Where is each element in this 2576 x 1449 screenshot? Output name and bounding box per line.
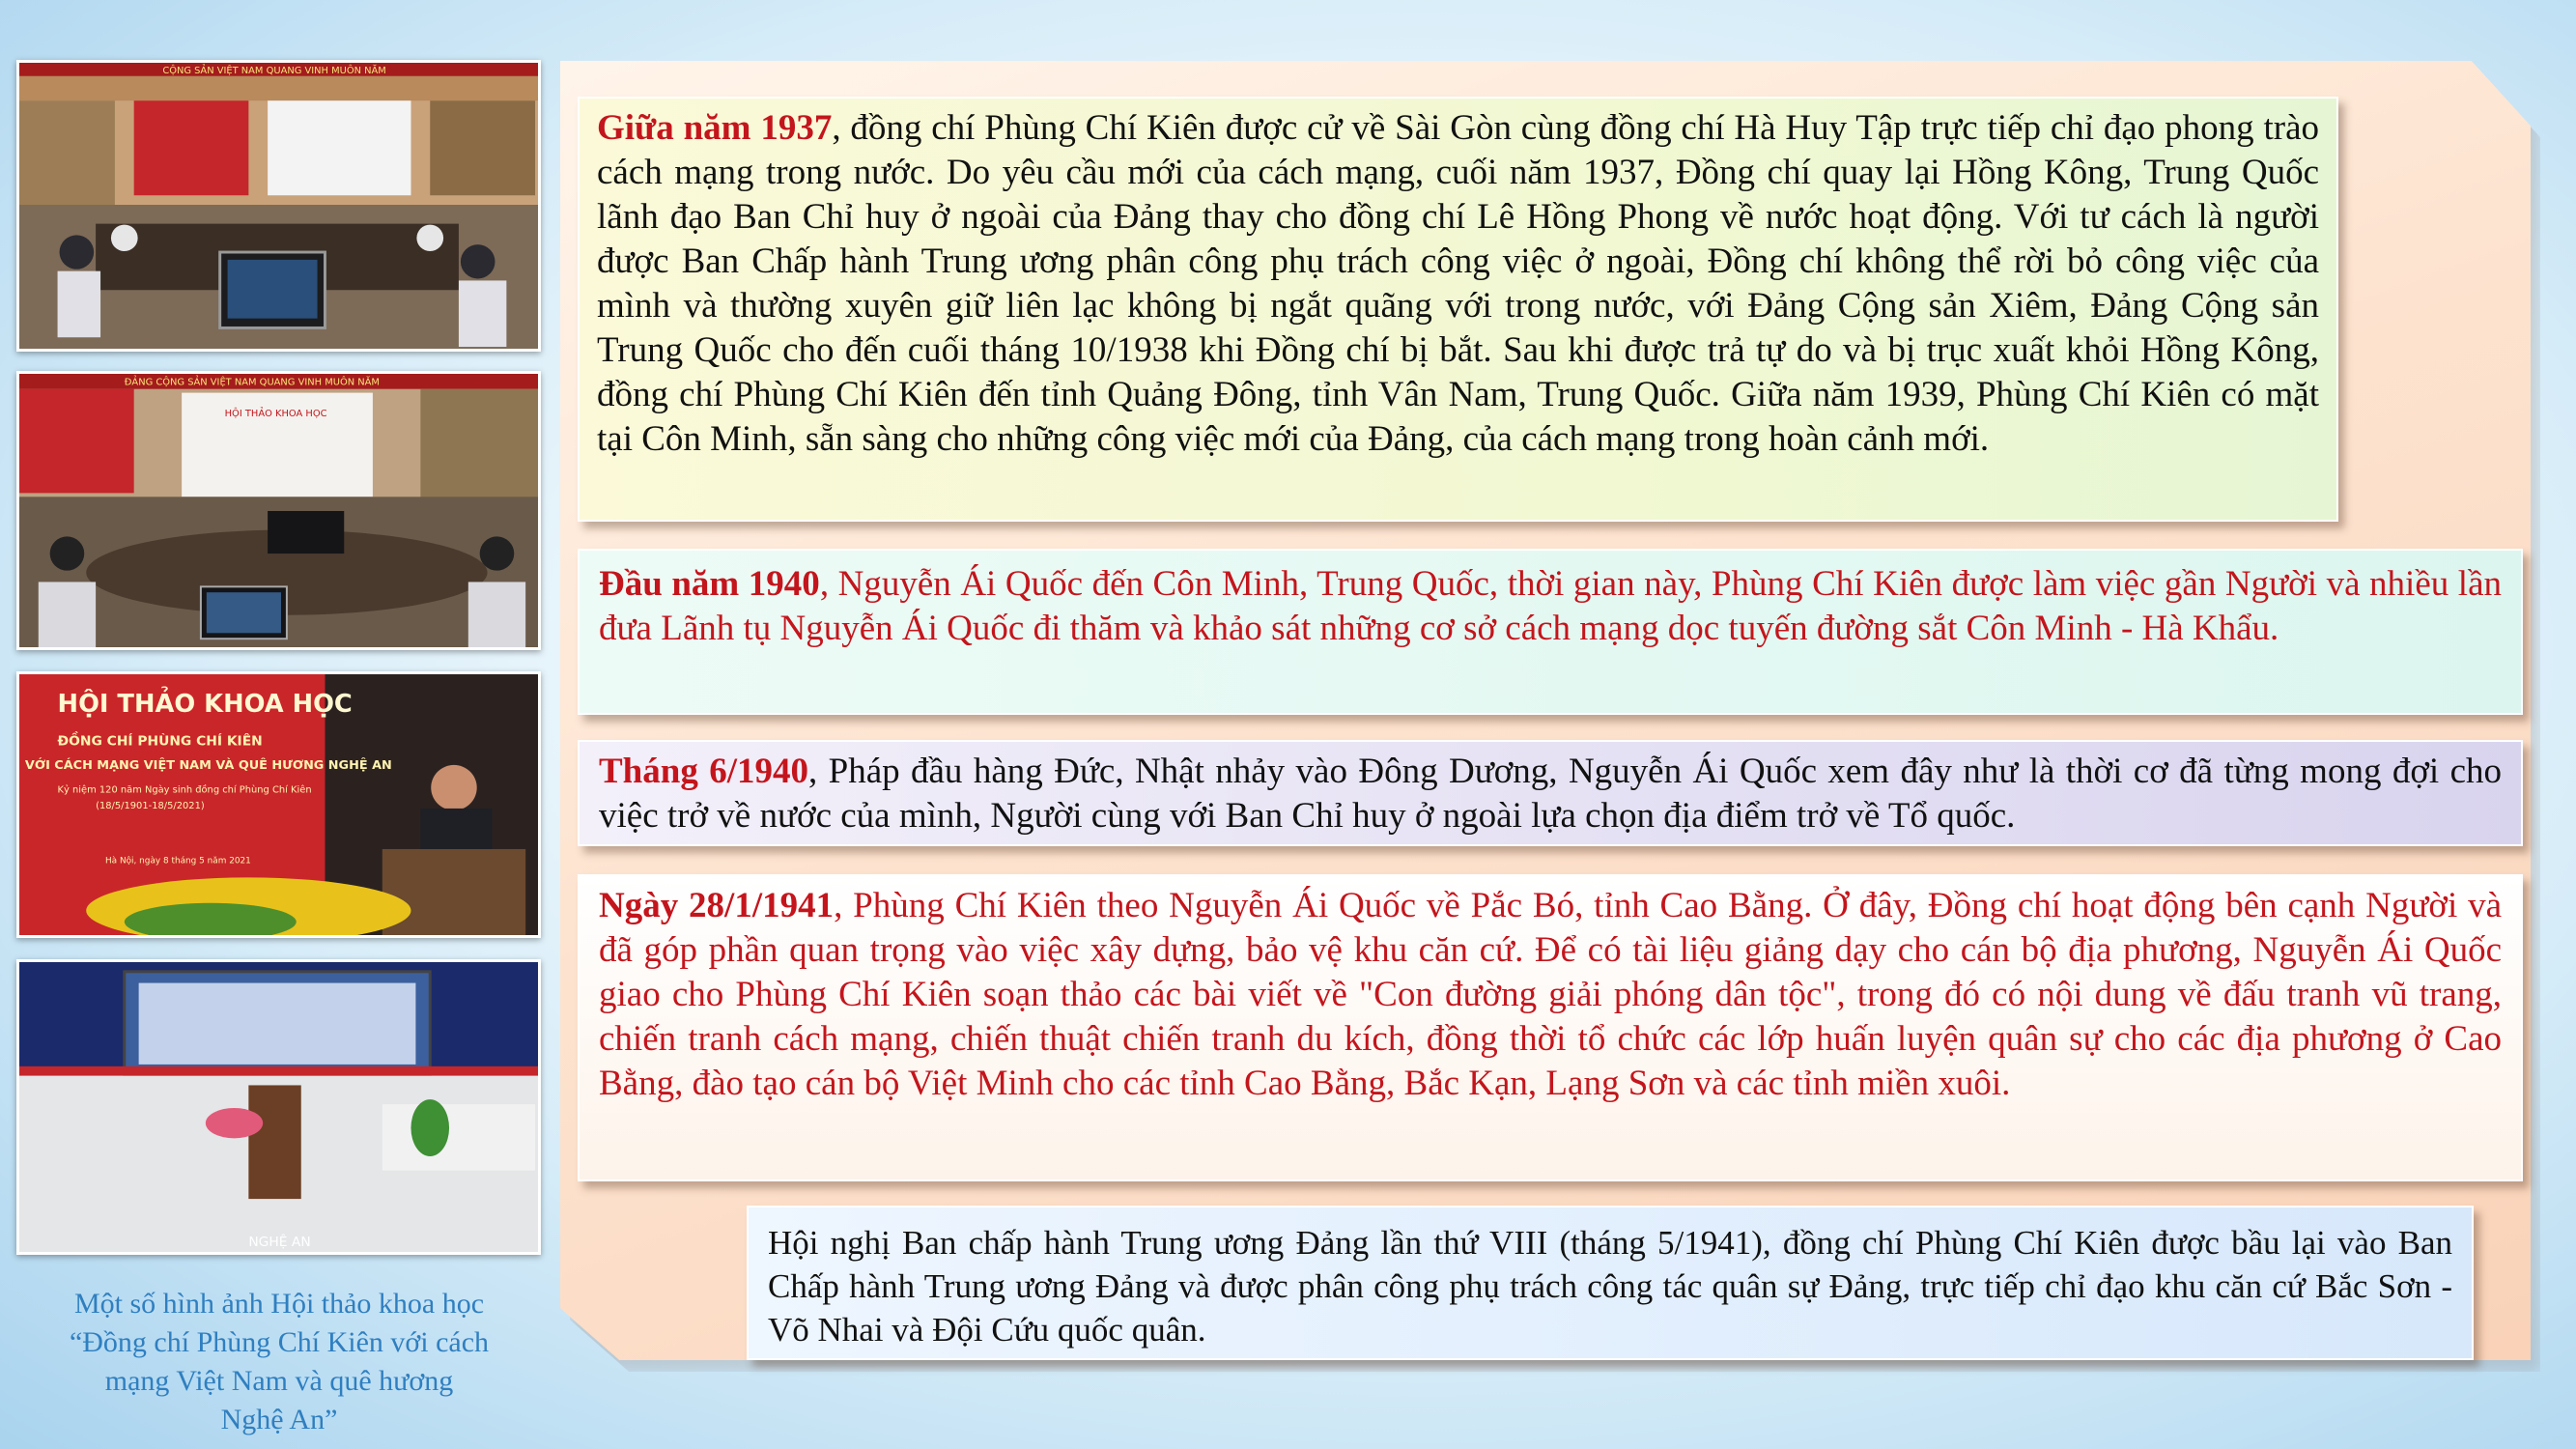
speaker-podium-photo (16, 671, 541, 938)
poster-heading: HỘI THẢO KHOA HỌC (57, 690, 353, 720)
section-1941-may (747, 1206, 2474, 1360)
section-heading: Giữa năm 1937 (597, 108, 833, 148)
watermark: NGHỆ AN (248, 1235, 311, 1251)
section-1937 (578, 97, 2338, 522)
conference-room-photo-1 (16, 60, 541, 352)
poster-subtitle: ĐỒNG CHÍ PHÙNG CHÍ KIÊN (57, 733, 263, 750)
section-1940-june (578, 740, 2523, 846)
poster-date: Hà Nội, ngày 8 tháng 5 năm 2021 (105, 856, 251, 867)
section-body: , đồng chí Phùng Chí Kiên được cử về Sài Gòn cùng đồng chí Hà Huy Tập trực tiếp chỉ đạo phong trào cách mạng trong nước. Do yêu cầu mới của cách mạng, cuối năm 1937, Đồng chí quay lại Hồng Kông, Trung Quốc lãnh đạo Ban Chỉ huy ở ngoài của Đảng thay cho đồng chí Lê Hồng Phong về nước hoạt động. Với tư cách là người được Ban Chấp hành Trung ương phân công phụ trách công việc ở ngoài, Đồng chí không thể rời bỏ công việc của mình và thường xuyên giữ liên lạc không bị ngắt quãng với trong nước, với Đảng Cộng sản Xiêm, Đảng Cộng sản Trung Quốc cho đến cuối tháng 10/1938 khi Đồng chí bị bắt. Sau khi được trả tự do và bị trục xuất khỏi Hồng Kông, đồng chí Phùng Chí Kiên đến tỉnh Quảng Đông, tỉnh Vân Nam, Trung Quốc. Giữa năm 1939, Phùng Chí Kiên có mặt tại Côn Minh, sẵn sàng cho những công việc mới của Đảng, của cách mạng trong hoàn cảnh mới. (597, 108, 2319, 459)
banner-text: ĐẢNG CỘNG SẢN VIỆT NAM QUANG VINH MUÔN NĂM (124, 377, 380, 388)
section-body: , Pháp đầu hàng Đức, Nhật nhảy vào Đông Dương, Nguyễn Ái Quốc xem đây như là thời cơ đã từng mong đợi cho việc trở về nước của mình, Người cùng với Ban Chỉ huy ở ngoài lựa chọn địa điểm trở về Tổ quốc. (599, 752, 2502, 836)
section-body: , Nguyễn Ái Quốc đến Côn Minh, Trung Quốc, thời gian này, Phùng Chí Kiên được làm việc gần Người và nhiều lần đưa Lãnh tụ Nguyễn Ái Quốc đi thăm và khảo sát những cơ sở cách mạng dọc tuyến đường sắt Côn Minh - Hà Khẩu. (599, 564, 2502, 648)
poster-title: HỘI THẢO KHOA HỌC (224, 409, 327, 420)
section-heading: Tháng 6/1940 (599, 752, 808, 791)
hall-screen-photo (16, 959, 541, 1255)
photo-caption (19, 1285, 539, 1439)
conference-room-photo-2 (16, 371, 541, 650)
section-body: Hội nghị Ban chấp hành Trung ương Đảng lần thứ VIII (tháng 5/1941), đồng chí Phùng Chí Kiên được bầu lại vào Ban Chấp hành Trung ương Đảng và được phân công phụ trách công tác quân sự Đảng, trực tiếp chỉ đạo khu căn cứ Bắc Sơn - Võ Nhai và Đội Cứu quốc quân. (768, 1224, 2452, 1349)
section-heading: Đầu năm 1940 (599, 564, 820, 604)
poster-subtitle: Kỷ niệm 120 năm Ngày sinh đồng chí Phùng Chí Kiên (57, 784, 312, 796)
section-body: , Phùng Chí Kiên theo Nguyễn Ái Quốc về Pắc Bó, tỉnh Cao Bằng. Ở đây, Đồng chí hoạt động bên cạnh Người và đã góp phần quan trọng vào việc xây dựng, bảo vệ khu căn cứ. Để có tài liệu giảng dạy cho cán bộ địa phương, Nguyễn Ái Quốc giao cho Phùng Chí Kiên soạn thảo các bài viết về "Con đường giải phóng dân tộc", trong đó có nội dung về đấu tranh vũ trang, chiến tranh cách mạng, chiến thuật chiến tranh du kích, đồng thời tổ chức các lớp huấn luyện quân sự cho các địa phương ở Cao Bằng, đào tạo cán bộ Việt Minh cho các tỉnh Cao Bằng, Bắc Kạn, Lạng Sơn và các tỉnh miền xuôi. (599, 886, 2503, 1103)
banner-text: CỘNG SẢN VIỆT NAM QUANG VINH MUÔN NĂM (162, 65, 386, 76)
section-heading: Ngày 28/1/1941 (599, 886, 835, 925)
section-1941-january (578, 874, 2523, 1181)
caption-line: Nghệ An” (220, 1404, 338, 1435)
caption-line: Một số hình ảnh Hội thảo khoa học (73, 1288, 485, 1320)
caption-line: “Đồng chí Phùng Chí Kiên với cách (69, 1326, 490, 1358)
caption-line: mạng Việt Nam và quê hương (104, 1365, 454, 1397)
poster-subtitle: VỚI CÁCH MẠNG VIỆT NAM VÀ QUÊ HƯƠNG NGHỆ AN (24, 757, 392, 773)
section-1940-early (578, 549, 2523, 715)
poster-subtitle: (18/5/1901-18/5/2021) (96, 800, 205, 811)
